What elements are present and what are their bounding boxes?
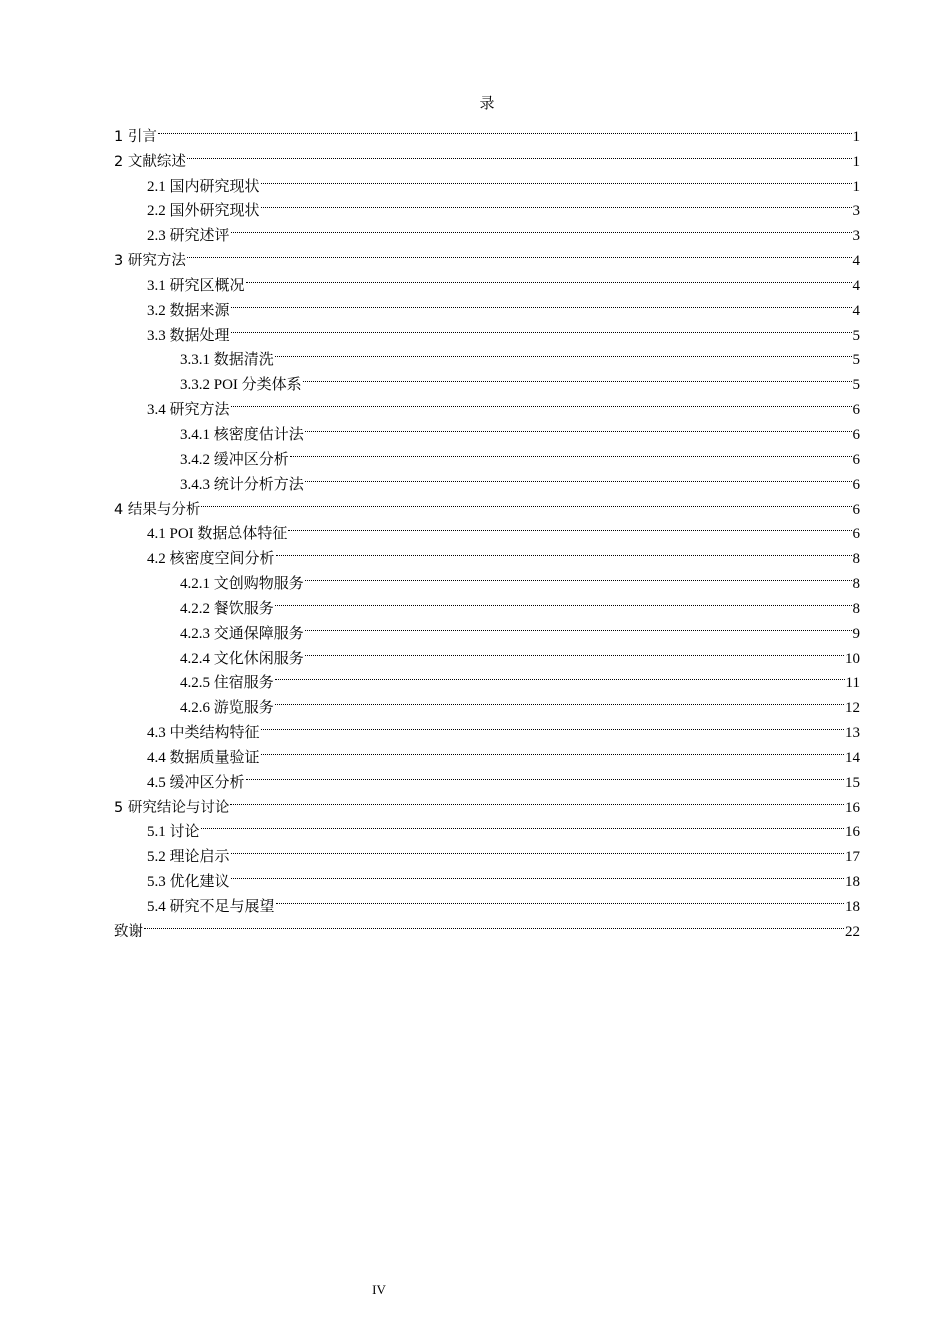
toc-entry-label: 5.1 讨论 bbox=[147, 824, 200, 841]
toc-entry-page: 16 bbox=[845, 824, 860, 841]
toc-entry-page: 12 bbox=[845, 700, 860, 717]
toc-dot-leader bbox=[230, 315, 853, 340]
toc-entry[interactable] bbox=[114, 514, 860, 543]
toc-dot-leader bbox=[245, 762, 845, 787]
toc-entry-page: 18 bbox=[845, 899, 860, 915]
toc-entry-label: 3.4.1 核密度估计法 bbox=[180, 426, 304, 443]
toc-entry-label: 3.2 数据来源 bbox=[147, 302, 230, 319]
toc-dot-leader bbox=[304, 464, 853, 489]
toc-entry-page: 5 bbox=[852, 352, 860, 369]
toc-entry-page: 6 bbox=[852, 476, 860, 493]
toc-entry-label: 2 文献综述 bbox=[114, 153, 186, 170]
toc-entry-label: 3.3 数据处理 bbox=[147, 327, 230, 344]
toc-dot-leader bbox=[230, 836, 845, 861]
toc-dot-leader bbox=[304, 613, 853, 638]
toc-entry-page: 8 bbox=[852, 551, 860, 568]
toc-entry-page: 1 bbox=[852, 128, 860, 145]
toc-entry[interactable] bbox=[114, 265, 860, 294]
toc-entry-label: 4.3 中类结构特征 bbox=[147, 725, 260, 742]
toc-entry-label: 2.1 国内研究现状 bbox=[147, 178, 260, 195]
toc-entry-page: 16 bbox=[845, 799, 860, 816]
toc-entry-label: 4.2.3 交通保障服务 bbox=[180, 625, 304, 642]
toc-entry-page: 6 bbox=[852, 451, 860, 468]
toc-entry-label: 2.3 研究述评 bbox=[147, 228, 230, 245]
toc-entry-label: 3 研究方法 bbox=[114, 253, 186, 270]
toc-dot-leader bbox=[200, 812, 845, 837]
toc-dot-leader bbox=[230, 290, 853, 315]
toc-dot-leader bbox=[274, 588, 853, 613]
toc-dot-leader bbox=[304, 638, 845, 663]
toc-entry-page: 18 bbox=[845, 874, 860, 891]
toc-dot-leader bbox=[302, 364, 853, 389]
toc-dot-leader bbox=[200, 489, 852, 514]
toc-entry[interactable] bbox=[114, 141, 860, 170]
toc-entry-page: 14 bbox=[845, 749, 860, 766]
toc-entry[interactable] bbox=[114, 116, 860, 145]
toc-dot-leader bbox=[186, 141, 853, 166]
toc-entry-label: 4.2.1 文创购物服务 bbox=[180, 576, 304, 593]
toc-entry-label: 4.1 POI 数据总体特征 bbox=[147, 526, 288, 543]
toc-entry-page: 3 bbox=[852, 203, 860, 220]
toc-dot-leader bbox=[157, 116, 853, 141]
toc-entry-label: 2.2 国外研究现状 bbox=[147, 203, 260, 220]
toc-entry-label: 5.2 理论启示 bbox=[147, 849, 230, 866]
toc-entry-page: 4 bbox=[852, 277, 860, 294]
toc-entry-label: 3.1 研究区概况 bbox=[147, 277, 245, 294]
toc-entry-page: 11 bbox=[845, 675, 860, 692]
toc-entry-page: 3 bbox=[852, 228, 860, 245]
toc-entry-page: 5 bbox=[852, 327, 860, 344]
toc-dot-leader bbox=[289, 439, 853, 464]
toc-entry-page: 6 bbox=[852, 501, 860, 518]
toc-dot-leader bbox=[245, 265, 853, 290]
toc-entry-label: 1 引言 bbox=[114, 128, 157, 145]
toc-entry[interactable] bbox=[114, 240, 860, 270]
toc-dot-leader bbox=[304, 563, 853, 588]
toc-entry-label: 3.4.3 统计分析方法 bbox=[180, 476, 304, 493]
toc-entry-label: 4.2 核密度空间分析 bbox=[147, 551, 275, 568]
toc-entry-page: 15 bbox=[845, 774, 860, 791]
toc-dot-leader bbox=[230, 861, 845, 886]
toc-dot-leader bbox=[274, 340, 853, 365]
toc-entry-label: 3.3.2 POI 分类体系 bbox=[180, 377, 302, 394]
toc-dot-leader bbox=[143, 911, 845, 936]
toc-entry-label: 5 研究结论与讨论 bbox=[114, 799, 230, 816]
toc-entry-label: 致谢 bbox=[114, 923, 143, 940]
toc-dot-leader bbox=[230, 389, 853, 414]
toc-entry-page: 22 bbox=[845, 923, 860, 940]
toc-title: 录 bbox=[479, 96, 495, 112]
toc-entry-page: 1 bbox=[852, 153, 860, 170]
toc-dot-leader bbox=[274, 687, 845, 712]
toc-entry[interactable] bbox=[114, 836, 860, 866]
toc-entry-label: 5.4 研究不足与展望 bbox=[147, 899, 275, 915]
table-of-contents bbox=[114, 116, 860, 940]
toc-dot-leader bbox=[275, 538, 853, 563]
toc-dot-leader bbox=[230, 215, 853, 240]
toc-entry-label: 4.4 数据质量验证 bbox=[147, 749, 260, 766]
toc-entry-page: 17 bbox=[845, 849, 860, 866]
toc-dot-leader bbox=[186, 240, 853, 265]
toc-entry-page: 10 bbox=[845, 650, 860, 667]
toc-entry[interactable] bbox=[114, 812, 860, 841]
toc-entry-label: 4 结果与分析 bbox=[114, 501, 201, 518]
toc-dot-leader bbox=[260, 712, 845, 737]
toc-dot-leader bbox=[260, 191, 853, 216]
toc-entry-page: 4 bbox=[852, 302, 860, 319]
toc-entry-page: 1 bbox=[852, 178, 860, 195]
toc-entry-page: 6 bbox=[852, 402, 860, 419]
toc-entry-label: 3.4.2 缓冲区分析 bbox=[180, 451, 289, 468]
toc-dot-leader bbox=[260, 166, 853, 191]
toc-entry[interactable] bbox=[114, 489, 860, 518]
toc-entry-page: 8 bbox=[852, 600, 860, 617]
toc-dot-leader bbox=[275, 886, 845, 911]
toc-entry-label: 4.2.5 住宿服务 bbox=[180, 675, 274, 692]
toc-dot-leader bbox=[260, 737, 845, 762]
toc-entry[interactable] bbox=[114, 911, 860, 940]
toc-entry-page: 5 bbox=[852, 377, 860, 394]
toc-entry-label: 4.2.6 游览服务 bbox=[180, 700, 274, 717]
toc-entry-page: 6 bbox=[852, 426, 860, 443]
toc-entry-label: 5.3 优化建议 bbox=[147, 874, 230, 891]
toc-entry-page: 13 bbox=[845, 725, 860, 742]
toc-entry-page: 8 bbox=[852, 576, 860, 593]
toc-entry-label: 4.5 缓冲区分析 bbox=[147, 774, 245, 791]
toc-entry-label: 4.2.2 餐饮服务 bbox=[180, 600, 274, 617]
toc-entry-label: 3.3.1 数据清洗 bbox=[180, 352, 274, 369]
toc-entry-page: 9 bbox=[852, 625, 860, 642]
toc-dot-leader bbox=[229, 787, 845, 812]
toc-dot-leader bbox=[287, 514, 852, 539]
toc-dot-leader bbox=[274, 663, 846, 688]
page-number: IV bbox=[372, 1282, 386, 1297]
toc-dot-leader bbox=[304, 414, 853, 439]
toc-entry-label: 3.4 研究方法 bbox=[147, 402, 230, 419]
toc-entry-label: 4.2.4 文化休闲服务 bbox=[180, 650, 304, 667]
toc-entry-page: 4 bbox=[852, 253, 860, 270]
toc-entry-page: 6 bbox=[852, 526, 860, 543]
toc-entry[interactable] bbox=[114, 166, 860, 195]
